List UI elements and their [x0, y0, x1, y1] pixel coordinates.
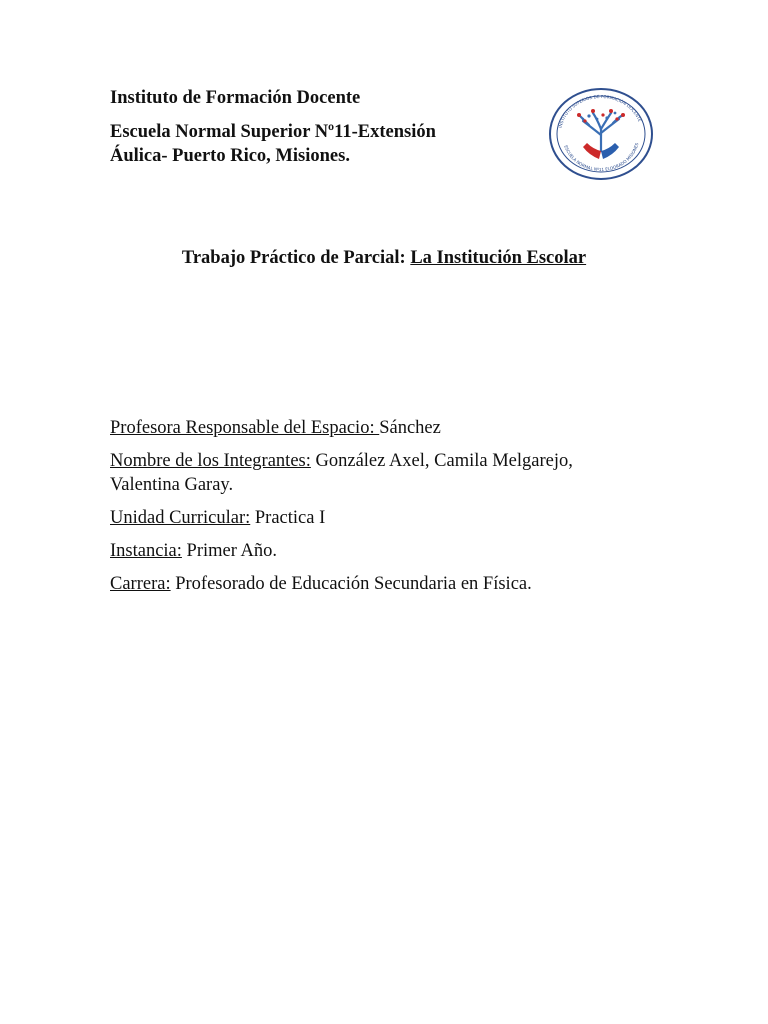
school-name-line1: Escuela Normal Superior Nº11-Extensión	[110, 122, 436, 142]
unit-label: Unidad Curricular:	[110, 508, 251, 528]
career-value: Profesorado de Educación Secundaria en Física.	[170, 574, 532, 594]
career-row	[110, 572, 670, 596]
career-label: Carrera:	[110, 574, 171, 594]
logo-top-text: INSTITUTO SUPERIOR DE FORMACIÓN DOCENTE	[557, 93, 643, 129]
instance-value: Primer Año.	[181, 541, 277, 561]
unit-value: Practica I	[250, 508, 326, 528]
unit-row	[110, 506, 670, 530]
members-label: Nombre de los Integrantes:	[110, 451, 311, 471]
title-prefix: Trabajo Práctico de Parcial:	[181, 248, 411, 268]
professor-label: Profesora Responsable del Espacio:	[110, 418, 380, 438]
logo-bottom-text: ESCUELA NORMAL Nº11 ELDORADO MISIONES	[563, 142, 640, 173]
details-block	[110, 416, 670, 605]
members-value-line2: Valentina Garay.	[110, 475, 234, 495]
instance-label: Instancia:	[110, 541, 182, 561]
school-seal-logo-icon	[545, 85, 657, 183]
title-subject: La Institución Escolar	[410, 248, 587, 268]
professor-value: Sánchez	[379, 418, 441, 438]
institute-name: Instituto de Formación Docente	[110, 88, 361, 108]
professor-row	[110, 416, 670, 440]
instance-row	[110, 539, 670, 563]
members-row	[110, 449, 670, 497]
school-name-line2: Áulica- Puerto Rico, Misiones.	[110, 146, 350, 166]
institution-header	[110, 86, 530, 168]
document-title	[0, 246, 768, 270]
members-value-line1: González Axel, Camila Melgarejo,	[310, 451, 573, 471]
